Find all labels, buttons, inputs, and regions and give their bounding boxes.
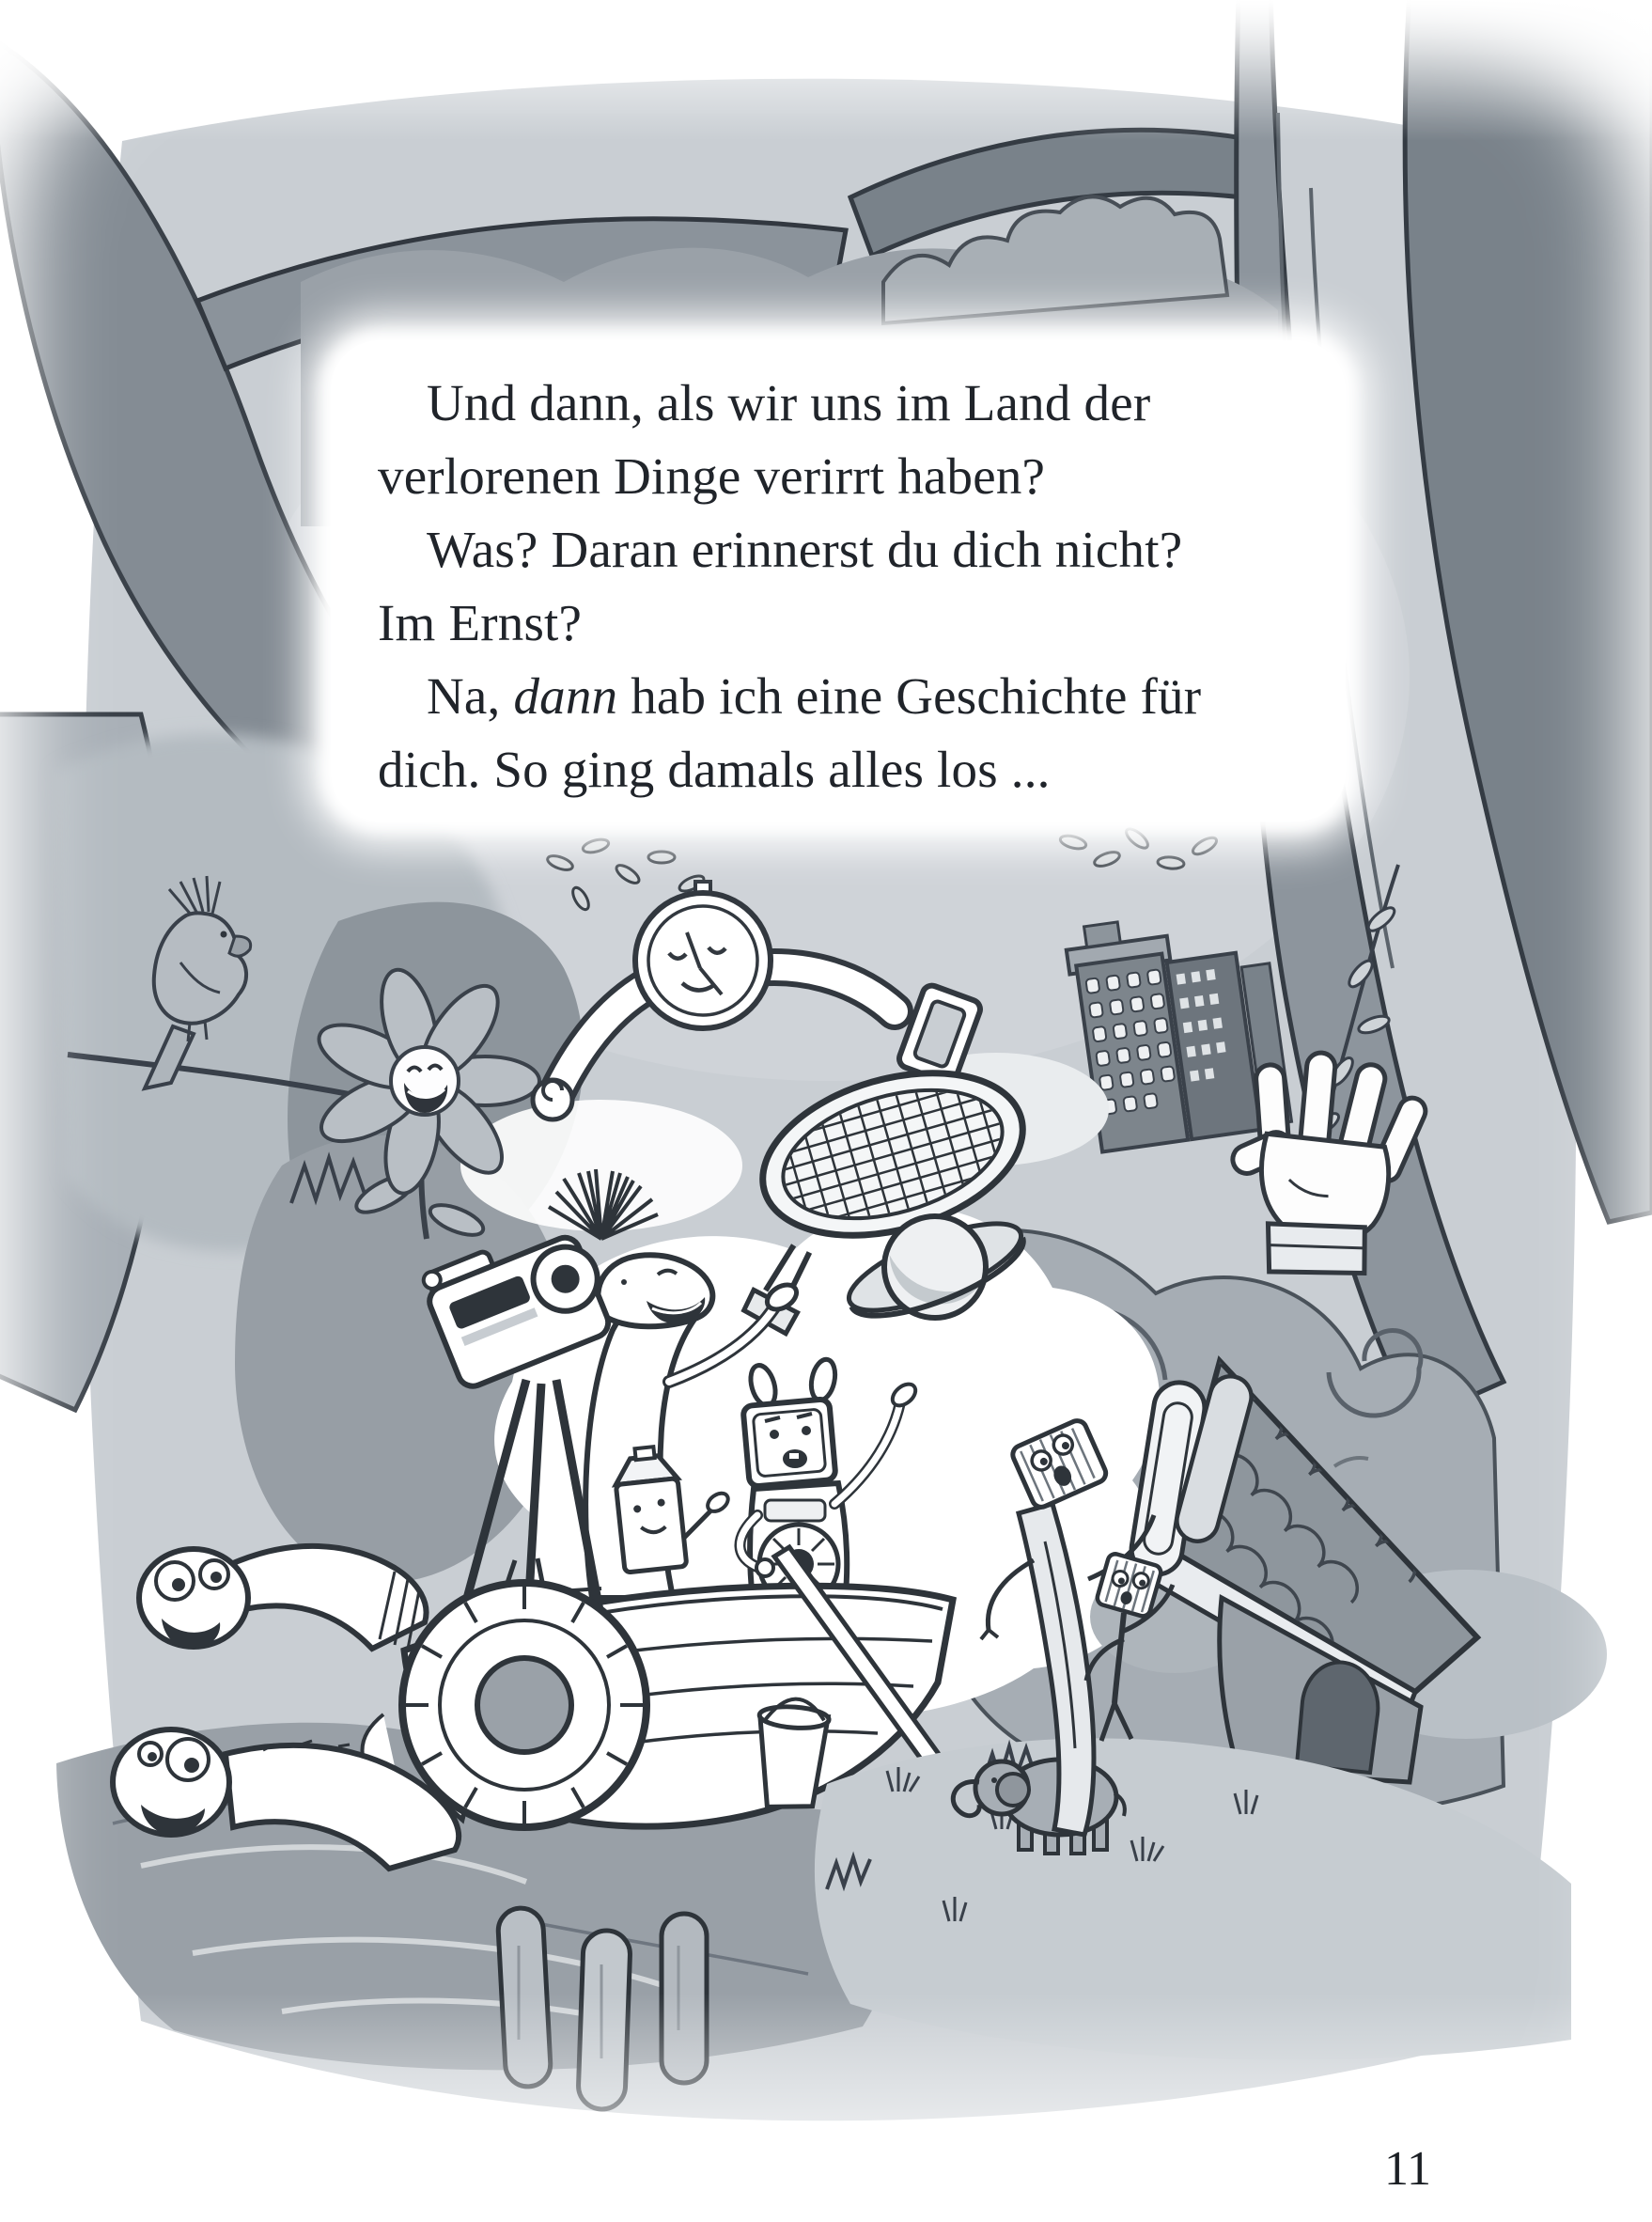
story-line: Und dann, als wir uns im Land der	[427, 374, 1151, 431]
story-line: Im Ernst?	[378, 594, 583, 651]
story-line: verlorenen Dinge verirrt haben?	[378, 447, 1046, 505]
story-text	[378, 367, 1355, 806]
page-number: 11	[1383, 2142, 1432, 2196]
story-line: Na, dann hab ich eine Geschichte für	[427, 667, 1202, 725]
italic-word: dann	[513, 667, 618, 725]
story-line: Was? Daran erinnerst du dich nicht?	[427, 521, 1183, 578]
story-line: dich. So ging damals alles los ...	[378, 741, 1051, 798]
